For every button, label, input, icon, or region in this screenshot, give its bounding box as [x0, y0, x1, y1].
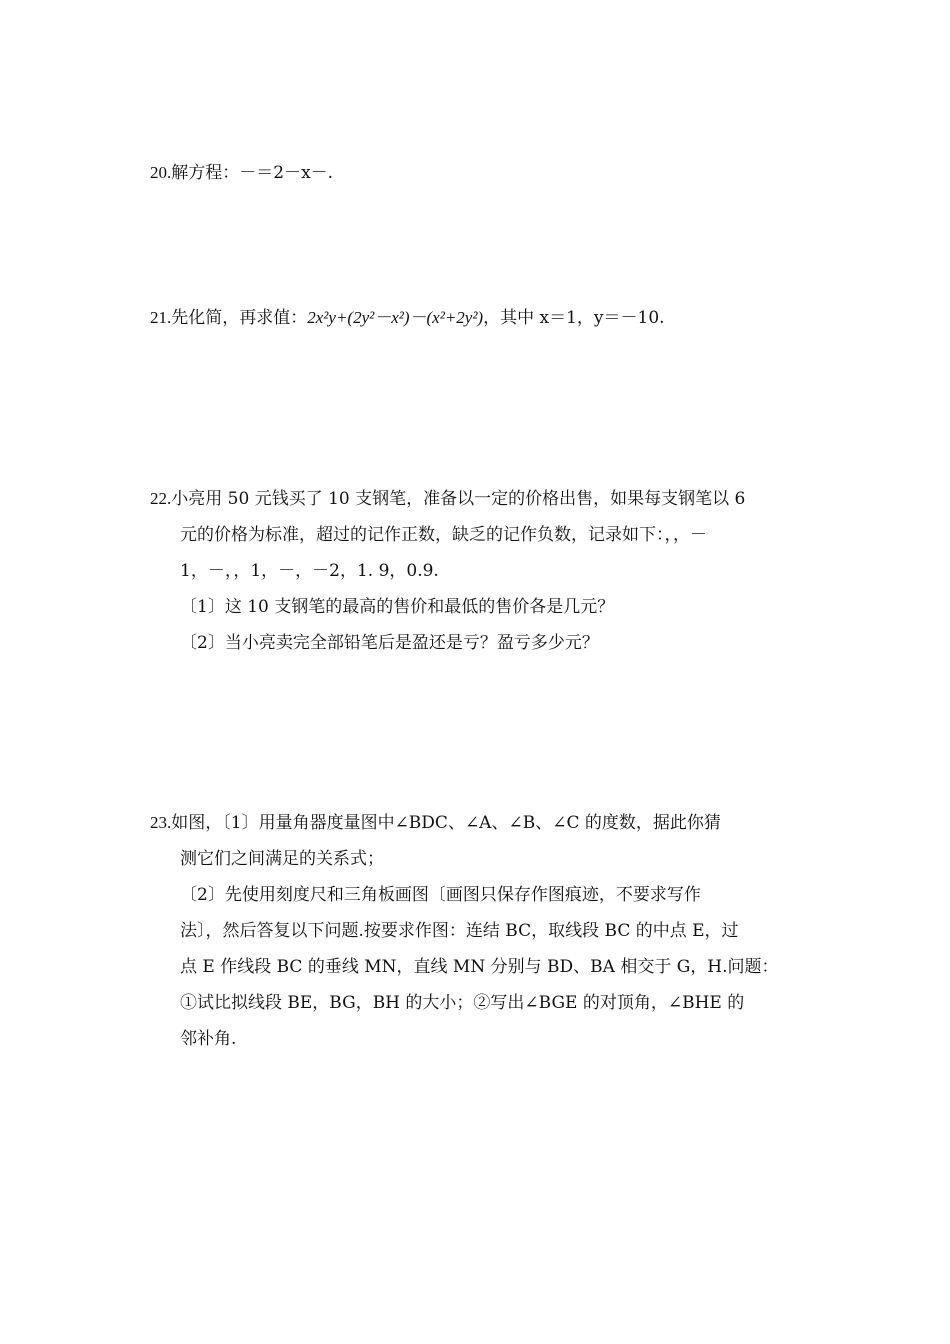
problem-22-line-3: 1，－，，1，－，－2，1. 9，0.9. [180, 561, 439, 581]
problem-23-line-1 [150, 805, 810, 841]
problem-22-number: 22. [150, 489, 172, 508]
problem-20-text: 解方程：－＝2－x－. [171, 163, 334, 183]
problem-23-line-7: 邻补角. [180, 1029, 237, 1049]
problem-21-expression: 2x²y+(2y²－x²)－(x²+2y²) [307, 308, 484, 327]
problem-23-line-4: 法〕，然后答复以下问题.按要求作图：连结 BC，取线段 BC 的中点 E，过 [180, 921, 739, 941]
problem-23-line-6: ①试比拟线段 BE，BG，BH 的大小；②写出∠BGE 的对顶角，∠BHE 的 [180, 993, 745, 1013]
problem-22-part-2: 〔2〕当小亮卖完全部铅笔后是盈还是亏？盈亏多少元？ [180, 633, 599, 653]
problem-22 [150, 481, 810, 661]
problem-23-line-3: 〔2〕先使用刻度尺和三角板画图〔画图只保存作图痕迹，不要求写作 [180, 885, 701, 905]
problem-23-text-1: 如图，〔1〕用量角器度量图中∠BDC、∠A、∠B、∠C 的度数，据此你猜 [171, 813, 721, 833]
problem-21 [150, 300, 810, 336]
problem-21-number: 21. [150, 308, 172, 327]
problem-23-line-2: 测它们之间满足的关系式； [180, 849, 384, 869]
problem-22-part-1: 〔1〕这 10 支钢笔的最高的售价和最低的售价各是几元？ [180, 597, 615, 617]
problem-22-line-1 [150, 481, 810, 517]
problem-22-line-2: 元的价格为标准，超过的记作正数，缺乏的记作负数，记录如下：，，－ [180, 525, 707, 545]
problem-21-suffix: ，其中 x＝1，y＝－10. [483, 308, 665, 328]
problem-22-text-1: 小亮用 50 元钱买了 10 支钢笔，准备以一定的价格出售，如果每支钢笔以 6 [171, 489, 746, 509]
problem-21-prefix: 先化简，再求值： [171, 308, 308, 328]
problem-23-line-5: 点 E 作线段 BC 的垂线 MN，直线 MN 分别与 BD、BA 相交于 G，H.问题： [180, 957, 779, 977]
problem-20-number: 20. [150, 163, 172, 182]
problem-20-line [150, 155, 810, 191]
problem-21-line [150, 300, 810, 336]
problem-20 [150, 155, 810, 191]
problem-23-number: 23. [150, 813, 172, 832]
problem-23 [150, 805, 810, 1057]
